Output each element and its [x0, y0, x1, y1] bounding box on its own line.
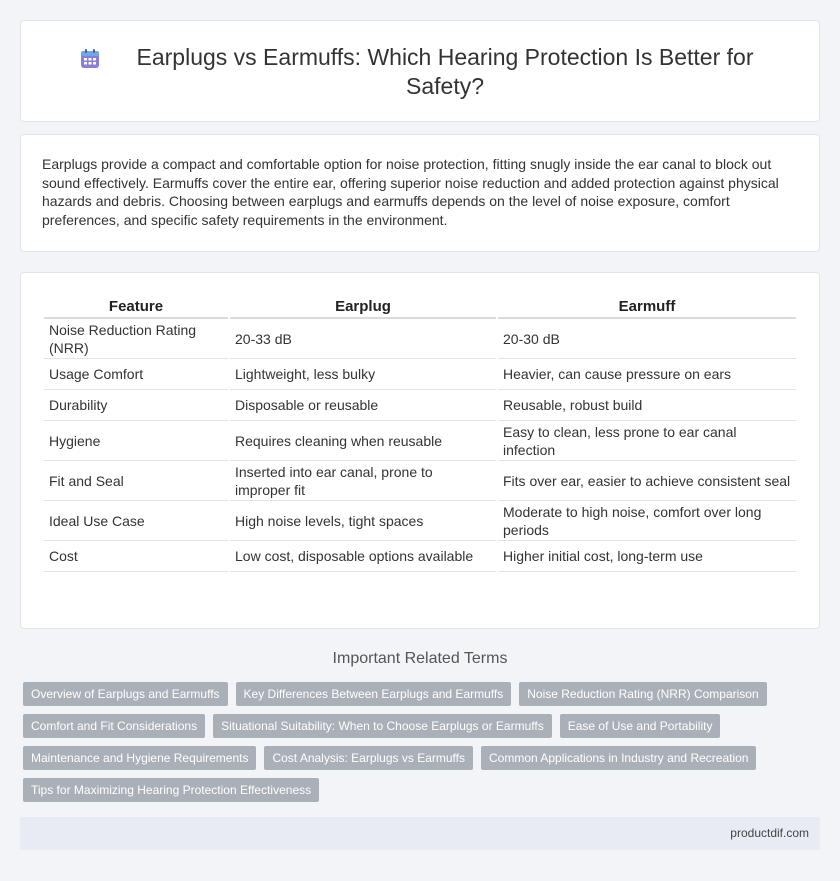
intro-paragraph: Earplugs provide a compact and comfortable option for noise protection, fitting snugly inside the ear canal to block out sound effectively. Earmuffs cover the entire ear, offering superior noise reduction and added protection against physical hazards and debris. Choosing between earplugs and earmuffs depends on the level of noise exposure, comfort preferences, and specific safety requirements in the environment. [42, 156, 779, 228]
table-row [44, 541, 796, 572]
table-cell-feature: Hygiene [44, 421, 228, 461]
related-term-tag[interactable]: Noise Reduction Rating (NRR) Comparison [519, 682, 766, 706]
table-row [44, 421, 796, 461]
related-term-tag[interactable]: Ease of Use and Portability [560, 714, 721, 738]
comparison-table [42, 295, 798, 572]
table-cell-earmuff: Heavier, can cause pressure on ears [498, 359, 796, 390]
table-header-row [44, 295, 796, 319]
header-feature: Feature [44, 295, 228, 319]
intro-card [20, 134, 820, 252]
table-cell-feature: Durability [44, 390, 228, 421]
table-cell-earmuff: Moderate to high noise, comfort over long periods [498, 501, 796, 541]
page-title: Earplugs vs Earmuffs: Which Hearing Protection Is Better for Safety? [136, 44, 754, 99]
table-cell-feature: Fit and Seal [44, 461, 228, 501]
table-cell-earmuff: Reusable, robust build [498, 390, 796, 421]
table-cell-feature: Usage Comfort [44, 359, 228, 390]
related-term-tag[interactable]: Key Differences Between Earplugs and Earmuffs [236, 682, 512, 706]
header-earmuff: Earmuff [498, 295, 796, 319]
related-terms-title: Important Related Terms [332, 650, 508, 667]
related-term-tag[interactable]: Common Applications in Industry and Recreation [481, 746, 756, 770]
table-cell-feature: Ideal Use Case [44, 501, 228, 541]
table-cell-earplug: Disposable or reusable [230, 390, 496, 421]
table-cell-feature: Cost [44, 541, 228, 572]
related-terms-list [23, 682, 783, 802]
related-term-tag[interactable]: Situational Suitability: When to Choose Earplugs or Earmuffs [213, 714, 552, 738]
table-row [44, 390, 796, 421]
table-cell-feature: Noise Reduction Rating (NRR) [44, 319, 228, 359]
header-card [20, 20, 820, 122]
table-cell-earplug: Inserted into ear canal, prone to improper fit [230, 461, 496, 501]
table-cell-earplug: Lightweight, less bulky [230, 359, 496, 390]
related-term-tag[interactable]: Cost Analysis: Earplugs vs Earmuffs [264, 746, 473, 770]
table-row [44, 319, 796, 359]
table-cell-earmuff: Easy to clean, less prone to ear canal infection [498, 421, 796, 461]
footer [20, 817, 820, 850]
table-cell-earplug: 20-33 dB [230, 319, 496, 359]
table-row [44, 461, 796, 501]
table-cell-earplug: High noise levels, tight spaces [230, 501, 496, 541]
related-term-tag[interactable]: Comfort and Fit Considerations [23, 714, 205, 738]
related-term-tag[interactable]: Maintenance and Hygiene Requirements [23, 746, 256, 770]
table-cell-earplug: Requires cleaning when reusable [230, 421, 496, 461]
table-cell-earmuff: 20-30 dB [498, 319, 796, 359]
footer-site-link[interactable]: productdif.com [730, 826, 809, 840]
related-term-tag[interactable]: Tips for Maximizing Hearing Protection Effectiveness [23, 778, 319, 802]
related-term-tag[interactable]: Overview of Earplugs and Earmuffs [23, 682, 228, 706]
table-row [44, 359, 796, 390]
comparison-table-card [20, 272, 820, 629]
table-cell-earplug: Low cost, disposable options available [230, 541, 496, 572]
header-earplug: Earplug [230, 295, 496, 319]
table-row [44, 501, 796, 541]
table-cell-earmuff: Fits over ear, easier to achieve consistent seal [498, 461, 796, 501]
table-cell-earmuff: Higher initial cost, long-term use [498, 541, 796, 572]
